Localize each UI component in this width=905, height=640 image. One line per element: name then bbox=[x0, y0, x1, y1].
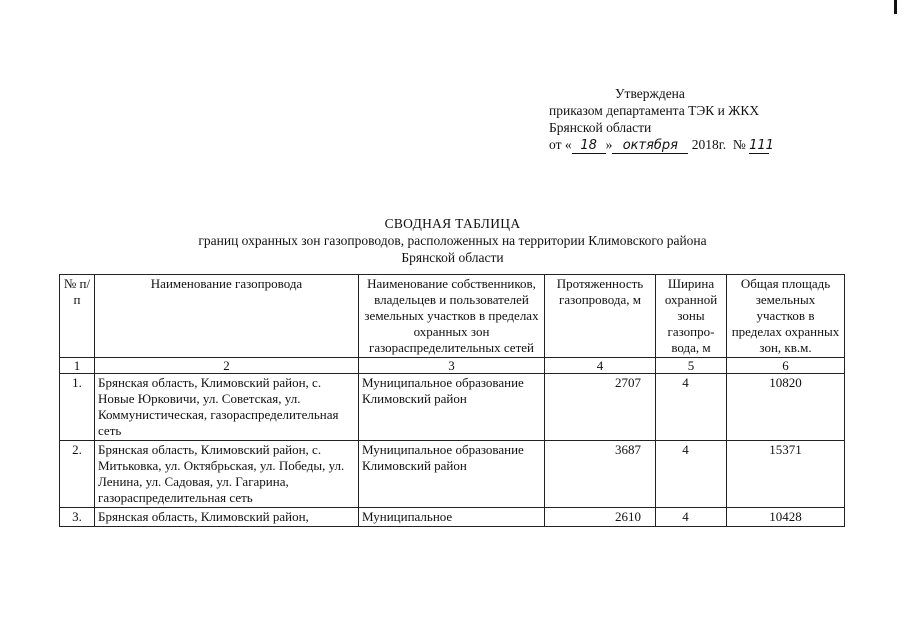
header-length: Протяженность газопровода, м bbox=[545, 275, 656, 358]
title-main: СВОДНАЯ ТАБЛИЦА bbox=[384, 216, 521, 231]
row-total-area: 10820 bbox=[727, 374, 845, 441]
approval-stamp bbox=[549, 85, 774, 154]
header-total-area: Общая площадь земельных участков в пределах охранных зон, кв.м. bbox=[727, 275, 845, 358]
header-num: № п/п bbox=[60, 275, 95, 358]
row-total-area: 15371 bbox=[727, 441, 845, 508]
table-header-row bbox=[60, 275, 845, 358]
column-number: 1 bbox=[60, 358, 95, 374]
column-number: 2 bbox=[95, 358, 359, 374]
column-number: 3 bbox=[359, 358, 545, 374]
scan-edge-mark bbox=[894, 0, 897, 14]
row-length: 2610 bbox=[545, 508, 656, 527]
handwritten-month: октября bbox=[612, 139, 688, 154]
row-owner: Муниципальное образование Климовский район bbox=[359, 374, 545, 441]
row-pipeline-name: Брянская область, Климовский район, с. Митьковка, ул. Октябрьская, ул. Победы, ул. Ленина, ул. Садовая, ул. Гагарина, газораспределительная сеть bbox=[95, 441, 359, 508]
row-owner: Муниципальное образование Климовский район bbox=[359, 441, 545, 508]
row-owner: Муниципальное bbox=[359, 508, 545, 527]
header-owners: Наименование собственников, владельцев и пользователей земельных участков в пределах охранных зон газораспределительных сетей bbox=[359, 275, 545, 358]
row-num: 2. bbox=[60, 441, 95, 508]
row-length: 3687 bbox=[545, 441, 656, 508]
header-zone-width: Ширина охранной зоны газопро-вода, м bbox=[656, 275, 727, 358]
column-number: 6 bbox=[727, 358, 845, 374]
column-number: 4 bbox=[545, 358, 656, 374]
table-row bbox=[60, 374, 845, 441]
handwritten-day: 18 bbox=[572, 139, 606, 154]
gas-pipeline-table bbox=[59, 274, 845, 527]
title-subtitle: границ охранных зон газопроводов, расположенных на территории Климовского района bbox=[198, 233, 707, 248]
table-row bbox=[60, 441, 845, 508]
date-year: 2018г. bbox=[691, 137, 727, 152]
number-sign: № bbox=[732, 137, 746, 152]
approval-line-region: Брянской области bbox=[549, 120, 652, 135]
title-region: Брянской области bbox=[401, 250, 504, 265]
column-number-row bbox=[60, 358, 845, 374]
row-total-area: 10428 bbox=[727, 508, 845, 527]
approval-line-order: приказом департамента ТЭК и ЖКХ bbox=[549, 103, 760, 118]
handwritten-number: 111 bbox=[749, 138, 774, 153]
date-prefix: от « bbox=[549, 137, 572, 152]
header-pipeline-name: Наименование газопровода bbox=[95, 275, 359, 358]
row-zone-width: 4 bbox=[656, 508, 727, 527]
row-zone-width: 4 bbox=[656, 374, 727, 441]
approval-date-line bbox=[549, 136, 774, 154]
document-title bbox=[0, 215, 905, 266]
row-length: 2707 bbox=[545, 374, 656, 441]
column-number: 5 bbox=[656, 358, 727, 374]
table-row bbox=[60, 508, 845, 527]
row-num: 1. bbox=[60, 374, 95, 441]
row-pipeline-name: Брянская область, Климовский район, с. Новые Юрковичи, ул. Советская, ул. Коммунистическая, газораспределительная сеть bbox=[95, 374, 359, 441]
row-zone-width: 4 bbox=[656, 441, 727, 508]
date-mid: » bbox=[605, 137, 613, 152]
approval-line-approved: Утверждена bbox=[615, 86, 685, 101]
row-num: 3. bbox=[60, 508, 95, 527]
row-pipeline-name: Брянская область, Климовский район, bbox=[95, 508, 359, 527]
